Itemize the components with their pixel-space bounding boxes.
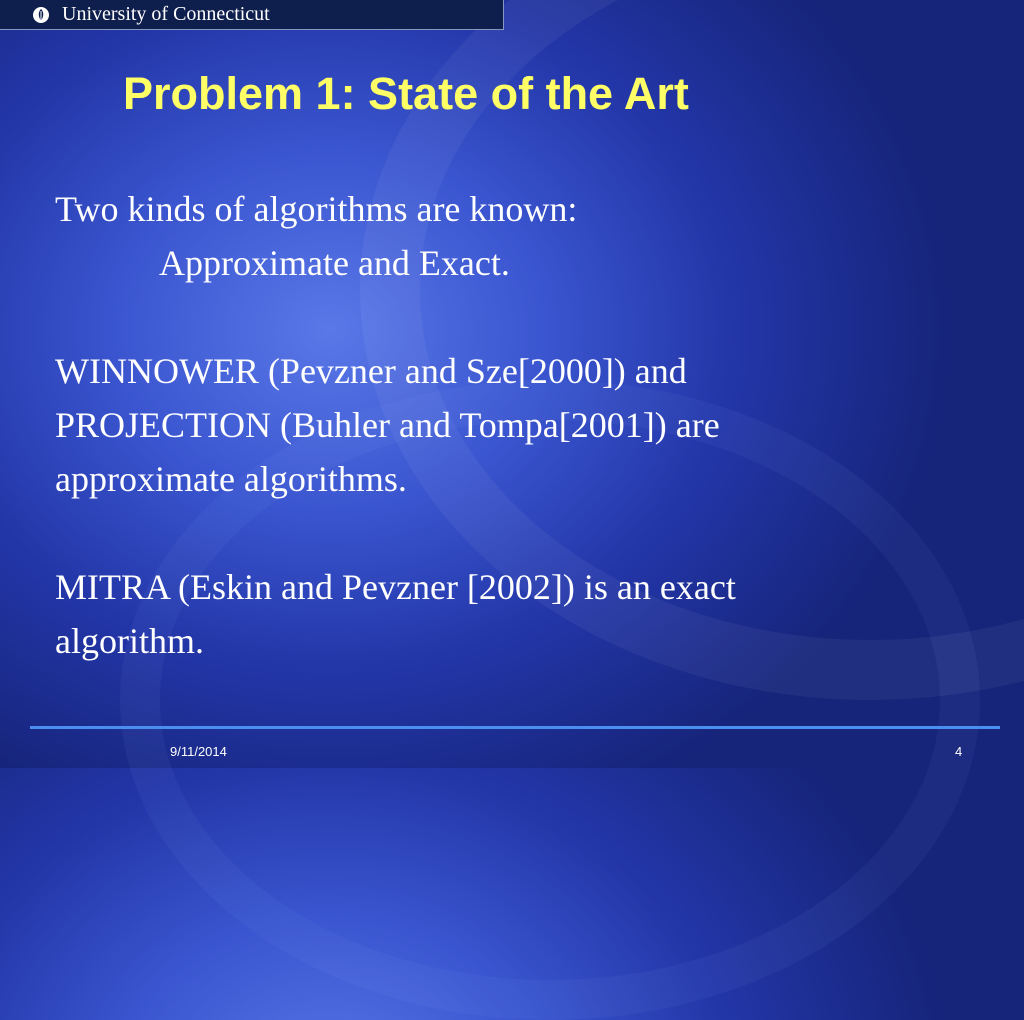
body-line: approximate algorithms. [55, 459, 407, 499]
footer-divider [30, 726, 1000, 729]
body-line: MITRA (Eskin and Pevzner [2002]) is an exact [55, 567, 736, 607]
page-number: 4 [955, 744, 963, 759]
slide-body [55, 182, 995, 668]
body-line: PROJECTION (Buhler and Tompa[2001]) are [55, 405, 720, 445]
body-line: Approximate and Exact. [159, 243, 510, 283]
body-line: algorithm. [55, 621, 204, 661]
body-line: WINNOWER (Pevzner and Sze[2000]) and [55, 351, 687, 391]
institution-name: University of Connecticut [62, 3, 270, 25]
slide-title: Problem 1: State of the Art [123, 68, 689, 119]
institution-header [0, 0, 504, 30]
oak-leaf-seal-icon [32, 6, 50, 24]
body-line: Two kinds of algorithms are known: [55, 189, 578, 229]
footer-date: 9/11/2014 [170, 744, 227, 759]
